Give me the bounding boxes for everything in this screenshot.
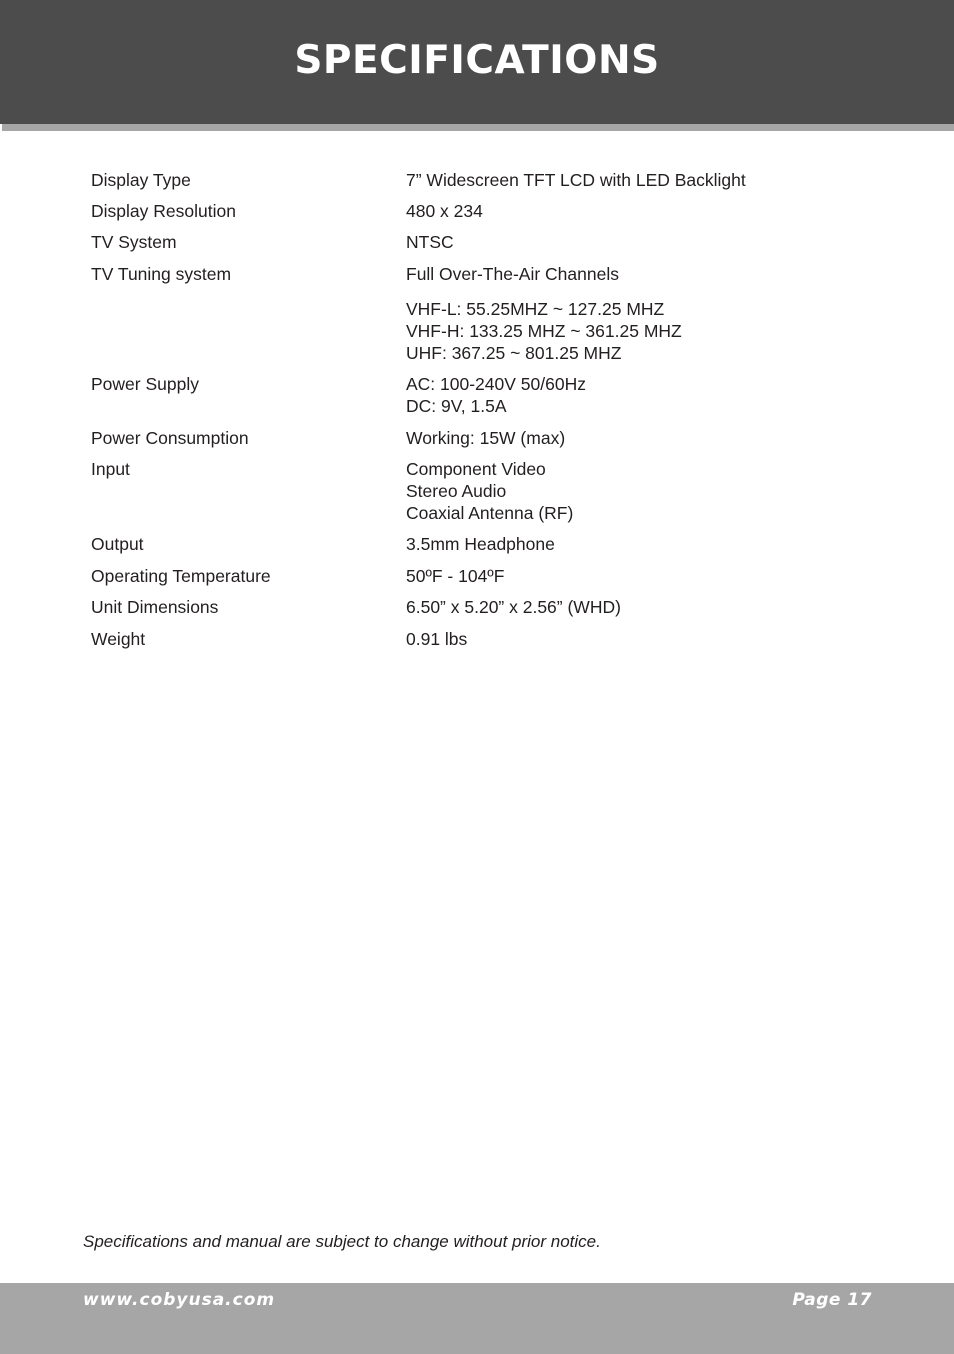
spec-value-line: 480 x 234 — [406, 201, 483, 221]
spec-label: Power Consumption — [91, 428, 249, 448]
spec-value — [406, 596, 621, 618]
spec-label: Output — [91, 534, 144, 554]
spec-value — [406, 263, 619, 285]
spec-value-line: Working: 15W (max) — [406, 428, 566, 448]
spec-value-line: 7” Widescreen TFT LCD with LED Backlight — [406, 170, 746, 190]
spec-label: Display Type — [91, 170, 191, 190]
spec-value — [406, 231, 454, 253]
spec-value-line: Stereo Audio — [406, 481, 507, 501]
spec-label: Operating Temperature — [91, 566, 271, 586]
spec-value — [406, 458, 573, 524]
spec-value-line: VHF-L: 55.25MHZ ~ 127.25 MHZ — [406, 299, 665, 319]
spec-value-line: NTSC — [406, 232, 454, 252]
spec-value — [406, 565, 504, 587]
spec-value — [406, 373, 586, 417]
spec-label: Unit Dimensions — [91, 597, 219, 617]
spec-value-line: 0.91 lbs — [406, 629, 468, 649]
spec-label: Power Supply — [91, 374, 199, 394]
spec-value-line: VHF-H: 133.25 MHZ ~ 361.25 MHZ — [406, 321, 682, 341]
page-number: Page 17 — [792, 1290, 872, 1310]
spec-value-line: 50ºF - 104ºF — [406, 566, 505, 586]
spec-label: TV Tuning system — [91, 264, 232, 284]
spec-value-line: UHF: 367.25 ~ 801.25 MHZ — [406, 343, 622, 363]
header-divider — [2, 124, 954, 131]
spec-value-line: Component Video — [406, 459, 546, 479]
spec-value — [406, 200, 483, 222]
spec-value — [406, 427, 565, 449]
spec-value — [406, 533, 555, 555]
page-header — [0, 0, 954, 124]
spec-value-line: 3.5mm Headphone — [406, 534, 555, 554]
spec-value-line: Coaxial Antenna (RF) — [406, 503, 574, 523]
spec-label: Display Resolution — [91, 201, 236, 221]
page-title: SPECIFICATIONS — [294, 38, 660, 83]
change-notice: Specifications and manual are subject to change without prior notice. — [83, 1232, 601, 1251]
spec-value — [406, 169, 746, 191]
spec-value — [406, 298, 682, 364]
spec-value-line: DC: 9V, 1.5A — [406, 396, 507, 416]
page-footer — [0, 1283, 954, 1354]
spec-label: Weight — [91, 629, 146, 649]
spec-value-line: Full Over-The-Air Channels — [406, 264, 619, 284]
spec-value-line: AC: 100-240V 50/60Hz — [406, 374, 586, 394]
website-link[interactable]: www.cobyusa.com — [83, 1290, 276, 1310]
spec-label: Input — [91, 459, 130, 479]
spec-value — [406, 628, 467, 650]
spec-value-line: 6.50” x 5.20” x 2.56” (WHD) — [406, 597, 621, 617]
spec-label: TV System — [91, 232, 177, 252]
